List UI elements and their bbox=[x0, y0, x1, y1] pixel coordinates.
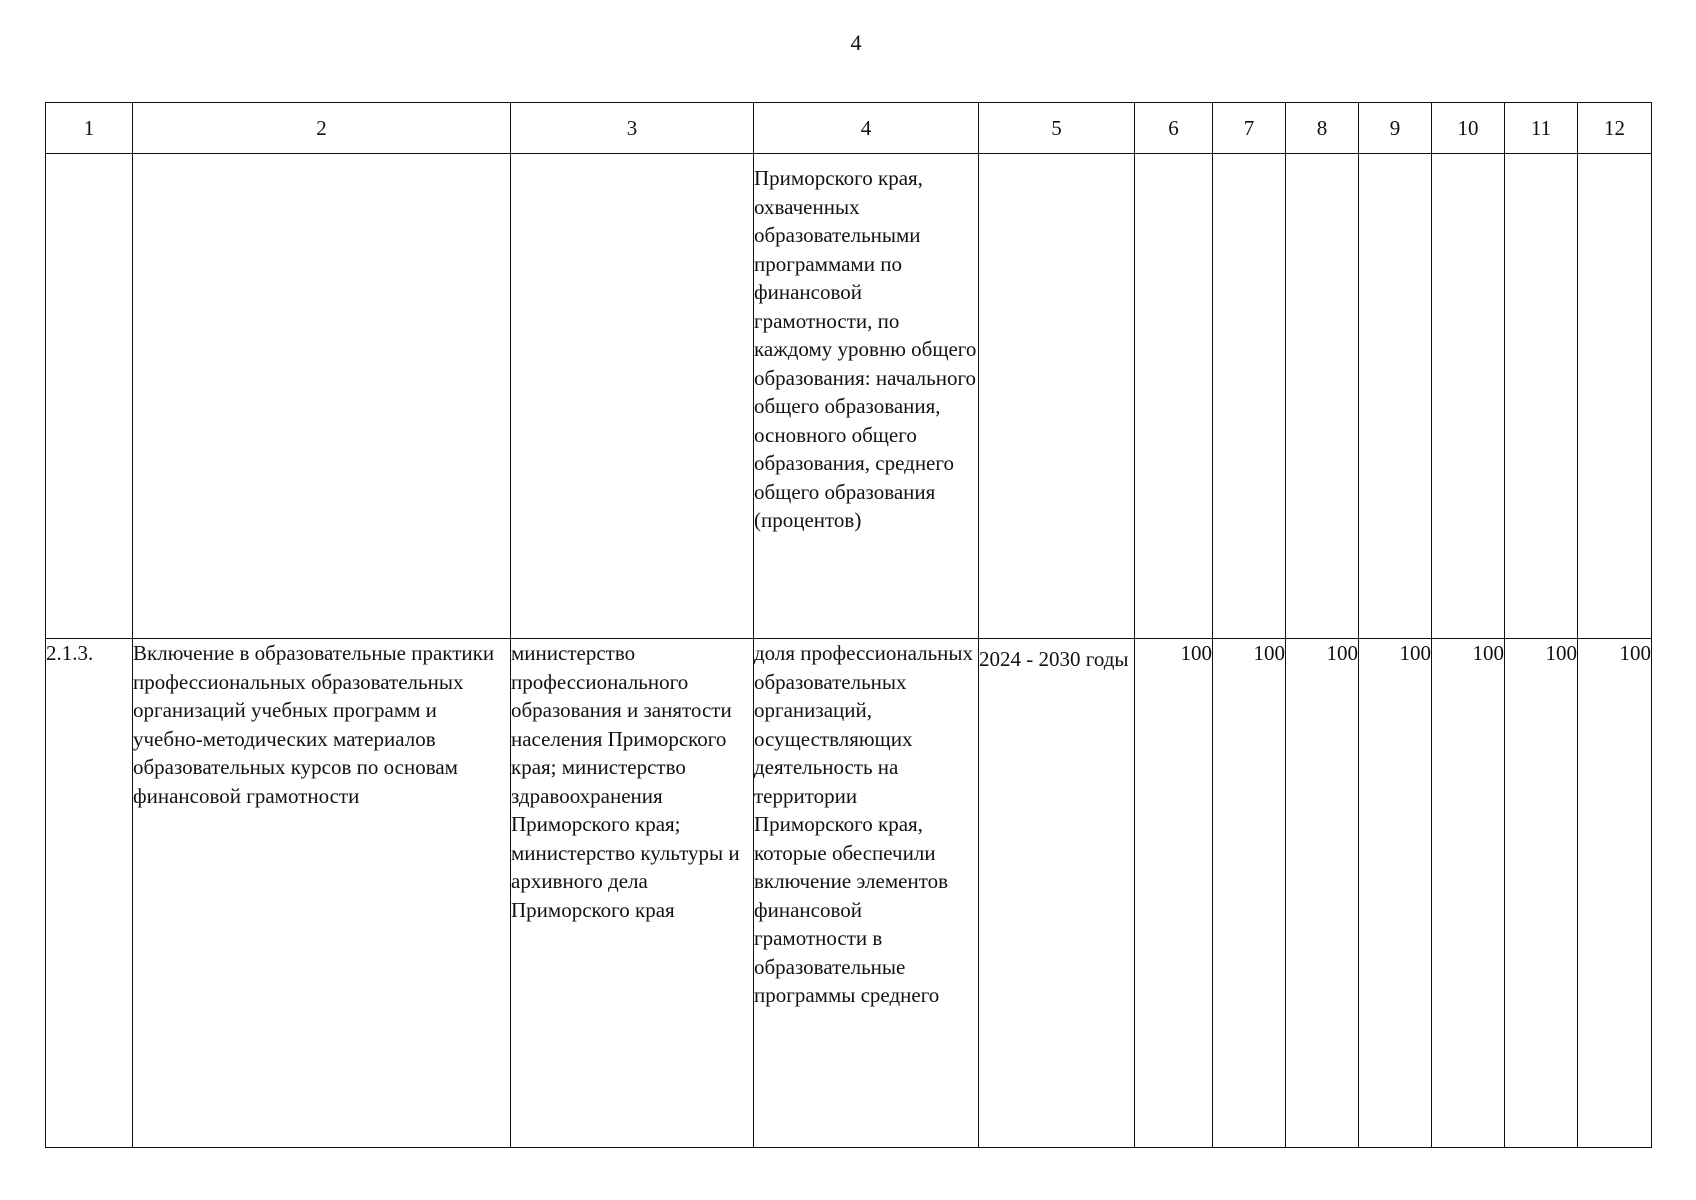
value-cell: 100 bbox=[1432, 639, 1505, 1148]
column-number: 12 bbox=[1578, 103, 1652, 154]
column-number: 7 bbox=[1213, 103, 1286, 154]
empty-cell bbox=[1505, 154, 1578, 639]
indicator-cell: Приморского края, охваченных образовательными программами по финансовой грамотности, по каждому уровню общего образования: начального общего образования, основного общего образования, среднего общего образования (процентов) bbox=[754, 154, 979, 639]
empty-cell bbox=[1432, 154, 1505, 639]
empty-cell bbox=[1286, 154, 1359, 639]
page-number: 4 bbox=[850, 30, 862, 55]
table-row bbox=[46, 639, 1652, 1148]
column-number: 11 bbox=[1505, 103, 1578, 154]
table-row-continuation bbox=[46, 154, 1652, 639]
column-number: 4 bbox=[754, 103, 979, 154]
column-number: 6 bbox=[1135, 103, 1213, 154]
column-number: 2 bbox=[133, 103, 511, 154]
empty-cell bbox=[511, 154, 754, 639]
indicators-table bbox=[45, 102, 1652, 1148]
column-number: 9 bbox=[1359, 103, 1432, 154]
empty-cell bbox=[1578, 154, 1652, 639]
empty-cell bbox=[46, 154, 133, 639]
empty-cell bbox=[1135, 154, 1213, 639]
column-number: 10 bbox=[1432, 103, 1505, 154]
period-cell: 2024 - 2030 годы bbox=[979, 639, 1135, 1148]
column-number: 5 bbox=[979, 103, 1135, 154]
empty-cell bbox=[1213, 154, 1286, 639]
value-cell: 100 bbox=[1213, 639, 1286, 1148]
empty-cell bbox=[979, 154, 1135, 639]
item-code-cell: 2.1.3. bbox=[46, 639, 133, 1148]
value-cell: 100 bbox=[1505, 639, 1578, 1148]
value-cell: 100 bbox=[1359, 639, 1432, 1148]
value-cell: 100 bbox=[1135, 639, 1213, 1148]
value-cell: 100 bbox=[1578, 639, 1652, 1148]
responsible-cell: министерство профессионального образования и занятости населения Приморского края; министерство здравоохранения Приморского края; министерство культуры и архивного дела Приморского края bbox=[511, 639, 754, 1148]
column-number: 3 bbox=[511, 103, 754, 154]
value-cell: 100 bbox=[1286, 639, 1359, 1148]
empty-cell bbox=[1359, 154, 1432, 639]
column-number: 8 bbox=[1286, 103, 1359, 154]
column-number: 1 bbox=[46, 103, 133, 154]
indicator-cell: доля профессиональных образовательных организаций, осуществляющих деятельность на территории Приморского края, которые обеспечили включение элементов финансовой грамотности в образовательные программы среднего bbox=[754, 639, 979, 1148]
empty-cell bbox=[133, 154, 511, 639]
activity-cell: Включение в образовательные практики профессиональных образовательных организаций учебных программ и учебно-методических материалов образовательных курсов по основам финансовой грамотности bbox=[133, 639, 511, 1148]
column-number-row bbox=[46, 103, 1652, 154]
